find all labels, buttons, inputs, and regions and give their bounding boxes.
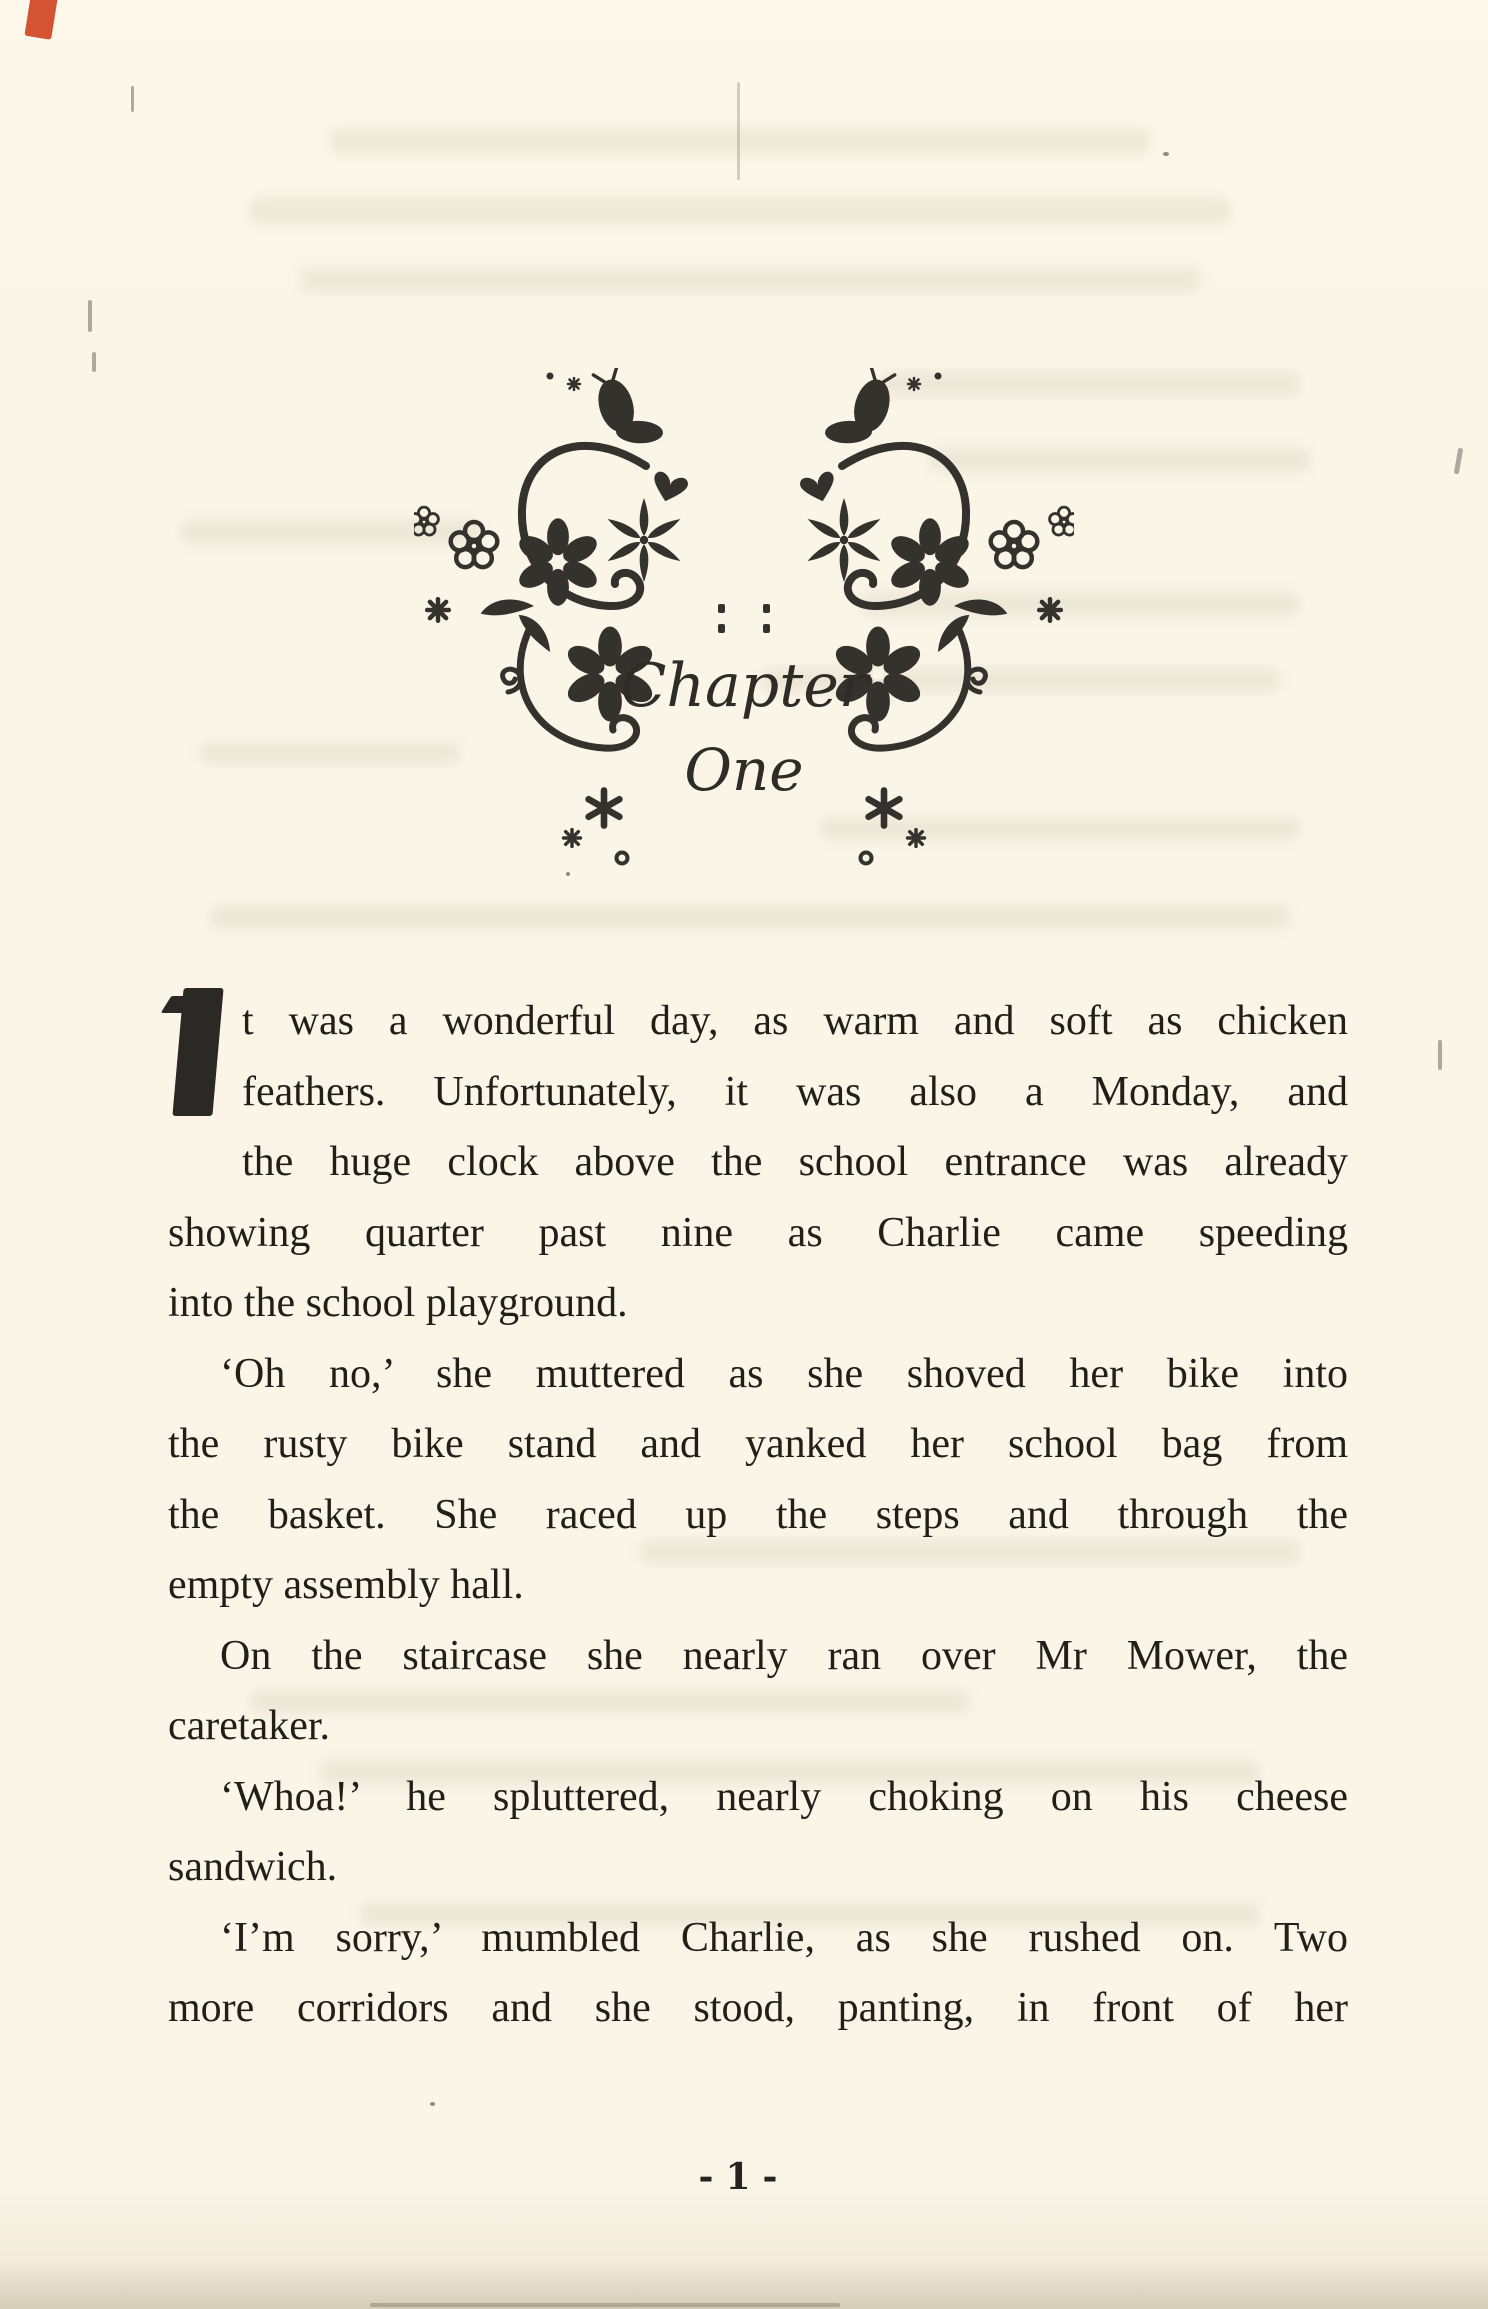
- text-line: the rusty bike stand and yanked her school bag from: [168, 1421, 1348, 1467]
- text-line: ‘Whoa!’ he spluttered, nearly choking on his cheese: [220, 1773, 1348, 1820]
- scan-tick: [88, 300, 92, 332]
- bleed-through-artifact: [210, 905, 1290, 929]
- paragraph: [168, 1762, 1348, 1903]
- text-line: more corridors and she stood, panting, in front of her: [168, 1985, 1348, 2031]
- text-line: t was a wonderful day, as warm and soft as chicken: [242, 998, 1348, 1044]
- text-line: ‘I’m sorry,’ mumbled Charlie, as she rushed on. Two: [220, 1914, 1348, 1961]
- floral-cluster-right: [763, 368, 1074, 864]
- text-line: feathers. Unfortunately, it was also a Monday, and: [242, 1068, 1348, 1115]
- bleed-through-artifact: [330, 128, 1150, 154]
- paragraph: [168, 1621, 1348, 1762]
- page-number: -1-: [698, 2156, 790, 2198]
- dust-speck: [430, 2102, 435, 2106]
- text-line: the basket. She raced up the steps and through the: [168, 1491, 1348, 1538]
- paragraph: [168, 1339, 1348, 1621]
- chapter-ornament: [414, 368, 1074, 893]
- scan-tick: [1438, 1040, 1442, 1070]
- bleed-through-artifact: [300, 268, 1200, 292]
- bleed-through-artifact: [250, 198, 1230, 224]
- scan-bottom-shade: [0, 2262, 1488, 2309]
- chapter-title-line2: One: [684, 736, 804, 804]
- floral-cluster-left: [414, 368, 725, 864]
- text-line: On the staircase she nearly ran over Mr Mower, the: [220, 1632, 1348, 1679]
- drop-cap: [168, 988, 228, 1129]
- text-line: ‘Oh no,’ she muttered as she shoved her bike into: [220, 1350, 1348, 1397]
- body-text: [168, 986, 1348, 2044]
- text-line: the huge clock above the school entrance was already: [242, 1139, 1348, 1185]
- paragraph: [168, 1903, 1348, 2044]
- scan-tick: [92, 352, 96, 372]
- scan-tick: [131, 86, 134, 112]
- text-line: empty assembly hall.: [168, 1562, 524, 1608]
- chapter-title-line1: Chapter: [620, 651, 868, 721]
- dust-speck: [1163, 152, 1169, 156]
- scan-red-mark: [24, 0, 58, 40]
- text-line: caretaker.: [168, 1703, 331, 1749]
- scan-bottom-line: [370, 2303, 840, 2307]
- text-line: into the school playground.: [168, 1280, 628, 1326]
- text-line: sandwich.: [168, 1844, 338, 1890]
- text-line: showing quarter past nine as Charlie came speeding: [168, 1209, 1348, 1256]
- paragraph: [168, 986, 1348, 1339]
- scan-tick: [1454, 448, 1463, 474]
